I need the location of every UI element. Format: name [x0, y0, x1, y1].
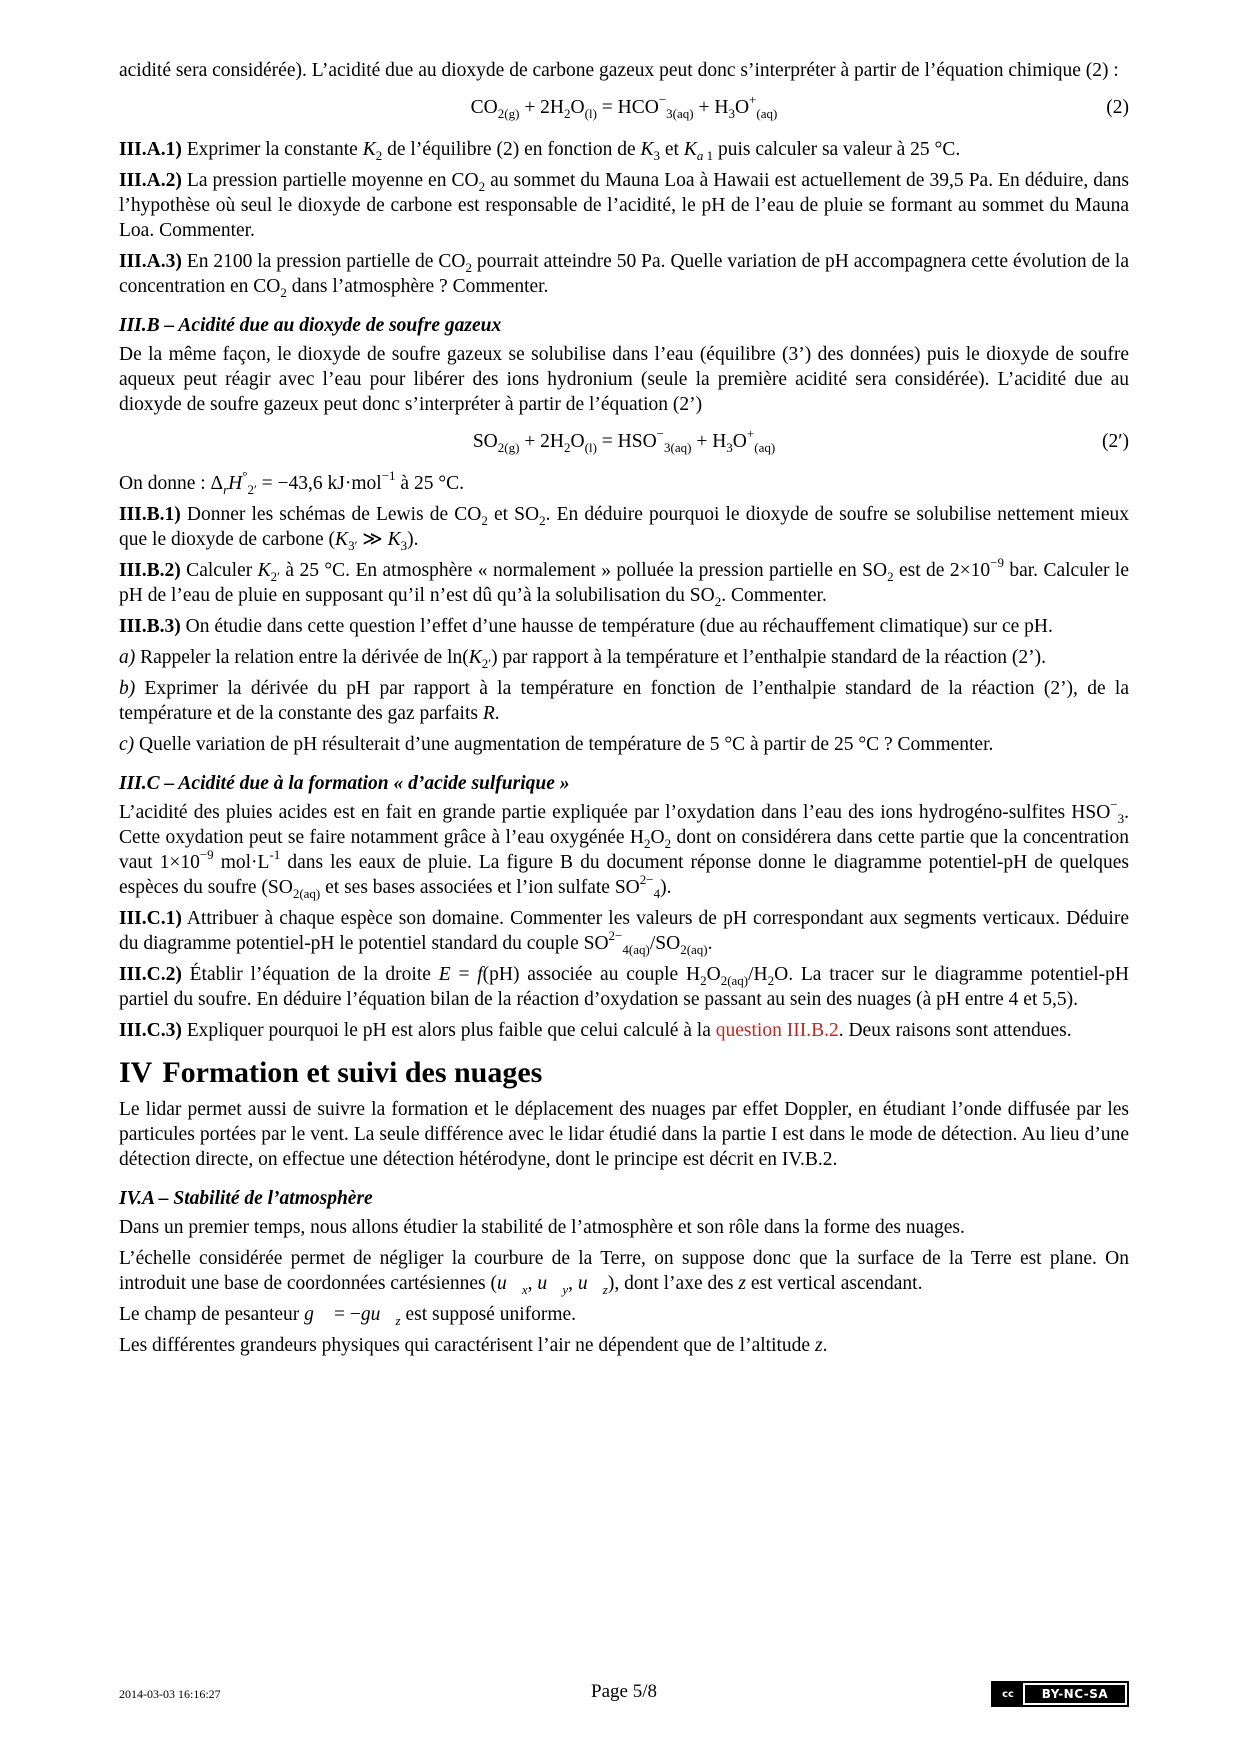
- question-III-C-1: III.C.1) Attribuer à chaque espèce son domaine. Commenter les valeurs de pH correspondant aux segments verticaux. Déduire du diagramme potentiel-pH le potentiel standard du couple $SO^{2-}_{4(aq)}/SO_{2(aq)}$.: [119, 908, 1129, 957]
- question-III-B-3-b: b) Exprimer la dérivée du pH par rapport à la température en fonction de l’enthalpie standard de la réaction (2’), de la température et de la constante des gaz parfaits R.: [119, 678, 1129, 724]
- question-III-B-3: [119, 614, 1129, 639]
- section-title: Formation et suivi des nuages: [162, 1056, 543, 1089]
- section-IV-A-paragraph-1: Dans un premier temps, nous allons étudier la stabilité de l’atmosphère et son rôle dans la forme des nuages.: [119, 1217, 965, 1238]
- section-III-B-heading: III.B – Acidité due au dioxyde de soufre gazeux: [119, 315, 502, 336]
- question-III-B-3-c: [119, 732, 1129, 757]
- timestamp: 2014-03-03 16:16:27: [119, 1687, 221, 1701]
- given-data: On donne : $\Delta_rH^\circ_{2'} = -43,6$ kJ·mol$^{-1}$ à 25 °C.: [119, 468, 465, 497]
- license-text: BY-NC-SA: [1025, 1685, 1125, 1703]
- question-III-C-3: [119, 1018, 1129, 1043]
- intro-paragraph: acidité sera considérée). L’acidité due au dioxyde de carbone gazeux peut donc s’interpréter à partir de l’équation chimique (2) :: [119, 60, 1119, 81]
- equation-2: [119, 91, 1129, 125]
- equation-2-prime-body: $SO_{2(g)} + 2H_2O_{(l)} = HSO^-_{3(aq)} + H_3O^+_{(aq)}$: [472, 426, 776, 455]
- question-III-B-1: III.B.1) Donner les schémas de Lewis de $CO_2$ et $SO_2$. En déduire pourquoi le dioxyde de soufre se solubilise nettement mieux que le dioxyde de carbone ($K_{3'}$ ≫ $K_3$).: [119, 504, 1130, 553]
- question-III-C-2: III.C.2) Établir l’équation de la droite E = f(pH) associée au couple $H_2O_{2(aq)}/H_2O$. La tracer sur le diagramme potentiel-pH partiel du soufre. En déduire l’équation bilan de la réaction d’oxydation se passant au sein des nuages (à pH entre 4 et 5,5).: [119, 964, 1129, 1010]
- question-label: III.B.2): [119, 560, 181, 581]
- equation-2-prime-number: (2′): [1101, 431, 1129, 452]
- question-label: III.C.1): [119, 908, 182, 929]
- section-IV-paragraph: Le lidar permet aussi de suivre la formation et le déplacement des nuages par effet Doppler, en étudiant l’onde diffusée par les particules portées par le vent. La seule différence avec le lidar étudié dans la partie I est dans le mode de détection. Au lieu d’une détection directe, on effectue une détection hétérodyne, dont le principe est décrit en IV.B.2.: [119, 1099, 1129, 1170]
- question-label: III.B.3): [119, 616, 181, 637]
- question-text: Expliquer pourquoi le pH est alors plus faible que celui calculé à la: [186, 1020, 711, 1041]
- section-IV-A-paragraph-4: Les différentes grandeurs physiques qui caractérisent l’air ne dépendent que de l’altitude z.: [119, 1335, 828, 1356]
- question-text: On étudie dans cette question l’effet d’une hausse de température (due au réchauffement climatique) sur ce pH.: [185, 616, 1053, 637]
- question-label: III.C.2): [119, 964, 182, 985]
- question-III-A-1: III.A.1) Exprimer la constante $K_2$ de l’équilibre (2) en fonction de $K_3$ et $K_{a 1}$ puis calculer sa valeur à 25 °C.: [119, 139, 961, 163]
- question-III-A-3: III.A.3) En 2100 la pression partielle de $CO_2$ pourrait atteindre 50 Pa. Quelle variation de pH accompagnera cette évolution de la concentration en $CO_2$ dans l’atmosphère ? Commenter.: [119, 251, 1129, 300]
- question-text: Quelle variation de pH résulterait d’une augmentation de température de 5 °C à partir de 25 °C ? Commenter.: [139, 734, 994, 755]
- cc-icon: cc: [993, 1683, 1023, 1705]
- question-text-end: . Deux raisons sont attendues.: [838, 1020, 1072, 1041]
- question-label: III.A.3): [119, 251, 182, 272]
- equation-2-prime: [119, 425, 1129, 459]
- section-IV-A-paragraph-2: L’échelle considérée permet de négliger la courbure de la Terre, on suppose donc que la surface de la Terre est plane. On introduit une base de coordonnées cartésiennes ($u⃗_x$, $u⃗_y$, $u⃗_z$), dont l’axe des z est vertical ascendant.: [119, 1248, 1129, 1297]
- section-number: IV: [119, 1056, 153, 1089]
- question-label: III.A.1): [119, 139, 182, 160]
- section-IV-A-paragraph-3: Le champ de pesanteur g⃗ = $-gu⃗_z$ est supposé uniforme.: [119, 1304, 577, 1328]
- question-III-B-2: III.B.2) Calculer $K_{2'}$ à 25 °C. En atmosphère « normalement » polluée la pression partielle en $SO_2$ est de $2\times 10^{-9}$ bar. Calculer le pH de l’eau de pluie en supposant qu’il n’est dû qu’à la solubilisation du $SO_2$. Commenter.: [119, 555, 1129, 609]
- subquestion-label: b): [119, 678, 136, 699]
- license-badge[interactable]: [991, 1681, 1129, 1707]
- section-IV-heading: [119, 1055, 1129, 1091]
- section-IV-A-heading: IV.A – Stabilité de l’atmosphère: [119, 1188, 373, 1209]
- equation-2-body: $CO_{2(g)} + 2H_2O_{(l)} = HCO^-_{3(aq)} + H_3O^+_{(aq)}$: [470, 92, 778, 121]
- subquestion-label: c): [119, 734, 135, 755]
- page-content: [119, 58, 1129, 1364]
- question-III-A-2: III.A.2) La pression partielle moyenne en $CO_2$ au sommet du Mauna Loa à Hawaii est actuellement de 39,5 Pa. En déduire, dans l’hypothèse où seul le dioxyde de carbone est responsable de l’acidité, le pH de l’eau de pluie se formant au sommet du Mauna Loa. Commenter.: [119, 170, 1129, 241]
- question-label: III.C.3): [119, 1020, 182, 1041]
- question-label: III.B.1): [119, 504, 181, 525]
- question-label: III.A.2): [119, 170, 182, 191]
- page-number: Page 5/8: [591, 1681, 657, 1702]
- question-III-B-3-a: a) Rappeler la relation entre la dérivée de $\ln(K_{2'})$ par rapport à la température et l’enthalpie standard de la réaction (2’).: [119, 647, 1047, 671]
- subquestion-label: a): [119, 647, 136, 668]
- equation-2-number: (2): [1106, 97, 1129, 118]
- section-III-C-heading: III.C – Acidité due à la formation « d’acide sulfurique »: [119, 773, 570, 794]
- section-III-C-paragraph: L’acidité des pluies acides est en fait en grande partie expliquée par l’oxydation dans l’eau des ions hydrogéno-sulfites $HSO^-_3$. Cette oxydation peut se faire notamment grâce à l’eau oxygénée $H_2O_2$ dont on considérera dans cette partie que la concentration vaut $1\times 10^{-9}$ $mol\cdot L^{-1}$ dans les eaux de pluie. La figure B du document réponse donne le diagramme potentiel-pH de quelques espèces du soufre ($SO_{2(aq)}$ et ses bases associées et l’ion sulfate $SO^{2-}_4$).: [119, 797, 1129, 901]
- link-question-III-B-2[interactable]: question III.B.2: [715, 1020, 839, 1041]
- section-III-B-paragraph: De la même façon, le dioxyde de soufre gazeux se solubilise dans l’eau (équilibre (3’) des données) puis le dioxyde de soufre aqueux peut réagir avec l’eau pour libérer des ions hydronium (seule la première acidité sera considérée). L’acidité due au dioxyde de soufre gazeux peut donc s’interpréter à partir de l’équation (2’): [119, 344, 1129, 415]
